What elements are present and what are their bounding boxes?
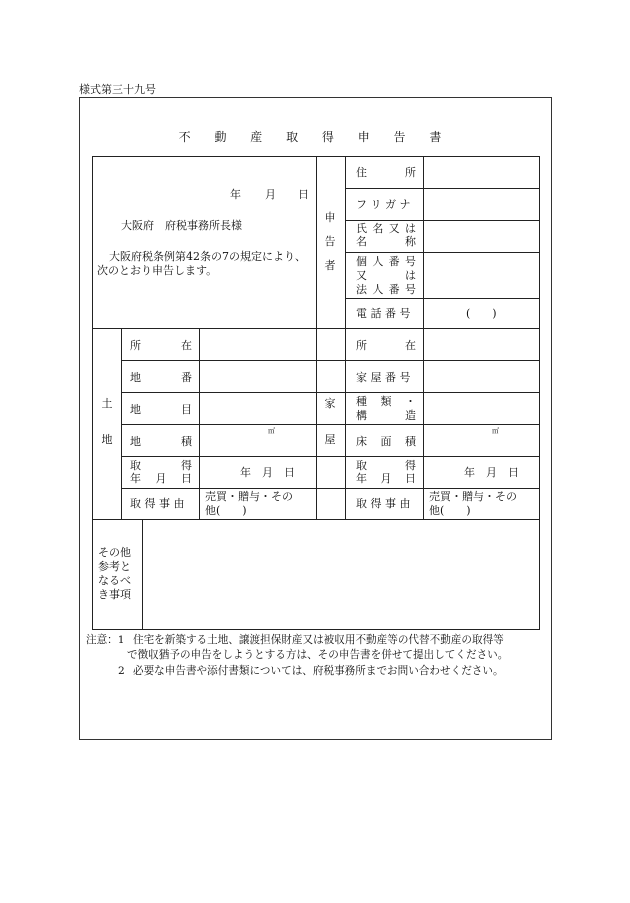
note-1-line-2: で徴収猶予の申告をしようとする方は、その申告書を併せて提出してください。 bbox=[127, 649, 509, 661]
land-reason-value-2: 他( ) bbox=[205, 504, 247, 517]
land-lot-number-label: 地 番 bbox=[130, 371, 192, 384]
house-acq-date-label-1: 取 得 bbox=[356, 459, 416, 472]
house-acq-date-value: 年 月 日 bbox=[464, 466, 519, 479]
land-acq-date-label-1: 取 得 bbox=[130, 459, 192, 472]
name-label-1: 氏 名 又 は bbox=[356, 222, 416, 235]
house-floor-area-label: 床 面 積 bbox=[356, 435, 416, 448]
note-1-line-1: 住宅を新築する土地、譲渡担保財産又は被収用不動産等の代替不動産の取得等 bbox=[133, 634, 504, 646]
other-label-2: 参考と bbox=[98, 560, 131, 573]
house-section-label: 家 屋 bbox=[324, 397, 336, 446]
date-month-label: 月 bbox=[265, 188, 276, 201]
number-label-2: 又 は bbox=[356, 269, 416, 282]
land-area-unit: ㎡ bbox=[268, 427, 275, 435]
furigana-label: フ リ ガ ナ bbox=[356, 198, 411, 211]
land-reason-label: 取 得 事 由 bbox=[130, 497, 185, 510]
statement-line-1: 大阪府税条例第42条の7の規定により、 bbox=[109, 250, 306, 263]
house-type-label-2: 構 造 bbox=[356, 409, 416, 422]
applicant-section-label: 申 告 者 bbox=[324, 211, 336, 272]
land-section-label: 土 地 bbox=[101, 397, 113, 446]
form-number: 様式第三十九号 bbox=[79, 83, 156, 96]
phone-label: 電 話 番 号 bbox=[356, 307, 411, 320]
addressee: 大阪府 府税事務所長様 bbox=[121, 219, 242, 232]
house-location-label: 所 在 bbox=[356, 339, 416, 352]
land-acq-date-value: 年 月 日 bbox=[240, 466, 295, 479]
phone-value: ( ) bbox=[466, 307, 497, 320]
statement-line-2: 次のとおり申告します。 bbox=[97, 264, 218, 277]
other-label-4: き事項 bbox=[98, 588, 131, 601]
number-label-1: 個 人 番 号 bbox=[356, 255, 416, 268]
note-2-number: 2 bbox=[118, 665, 125, 677]
house-area-unit: ㎡ bbox=[492, 427, 499, 435]
number-label-3: 法 人 番 号 bbox=[356, 283, 416, 296]
note-2-text: 必要な申告書や添付書類については、府税事務所までお問い合わせください。 bbox=[133, 665, 504, 677]
land-location-label: 所 在 bbox=[130, 339, 192, 352]
date-year-label: 年 bbox=[230, 188, 241, 201]
house-acq-date-label-2: 年 月 日 bbox=[356, 472, 416, 485]
land-area-label: 地 積 bbox=[130, 435, 192, 448]
form-title: 不 動 産 取 得 申 告 書 bbox=[178, 130, 452, 144]
other-label-1: その他 bbox=[98, 546, 131, 559]
house-reason-label: 取 得 事 由 bbox=[356, 497, 411, 510]
date-day-label: 日 bbox=[298, 188, 309, 201]
name-label-2: 名 称 bbox=[356, 235, 416, 248]
other-label-3: なるべ bbox=[98, 574, 131, 587]
house-type-label-1: 種 類 ・ bbox=[356, 395, 416, 408]
land-acq-date-label-2: 年 月 日 bbox=[130, 472, 192, 485]
land-category-label: 地 目 bbox=[130, 403, 192, 416]
land-reason-value-1: 売買・贈与・その bbox=[205, 490, 293, 503]
address-label: 住 所 bbox=[356, 166, 416, 179]
house-number-label: 家 屋 番 号 bbox=[356, 371, 411, 384]
house-reason-value-2: 他( ) bbox=[429, 504, 471, 517]
notes-prefix: 注意：1 bbox=[86, 634, 125, 646]
house-reason-value-1: 売買・贈与・その bbox=[429, 490, 517, 503]
